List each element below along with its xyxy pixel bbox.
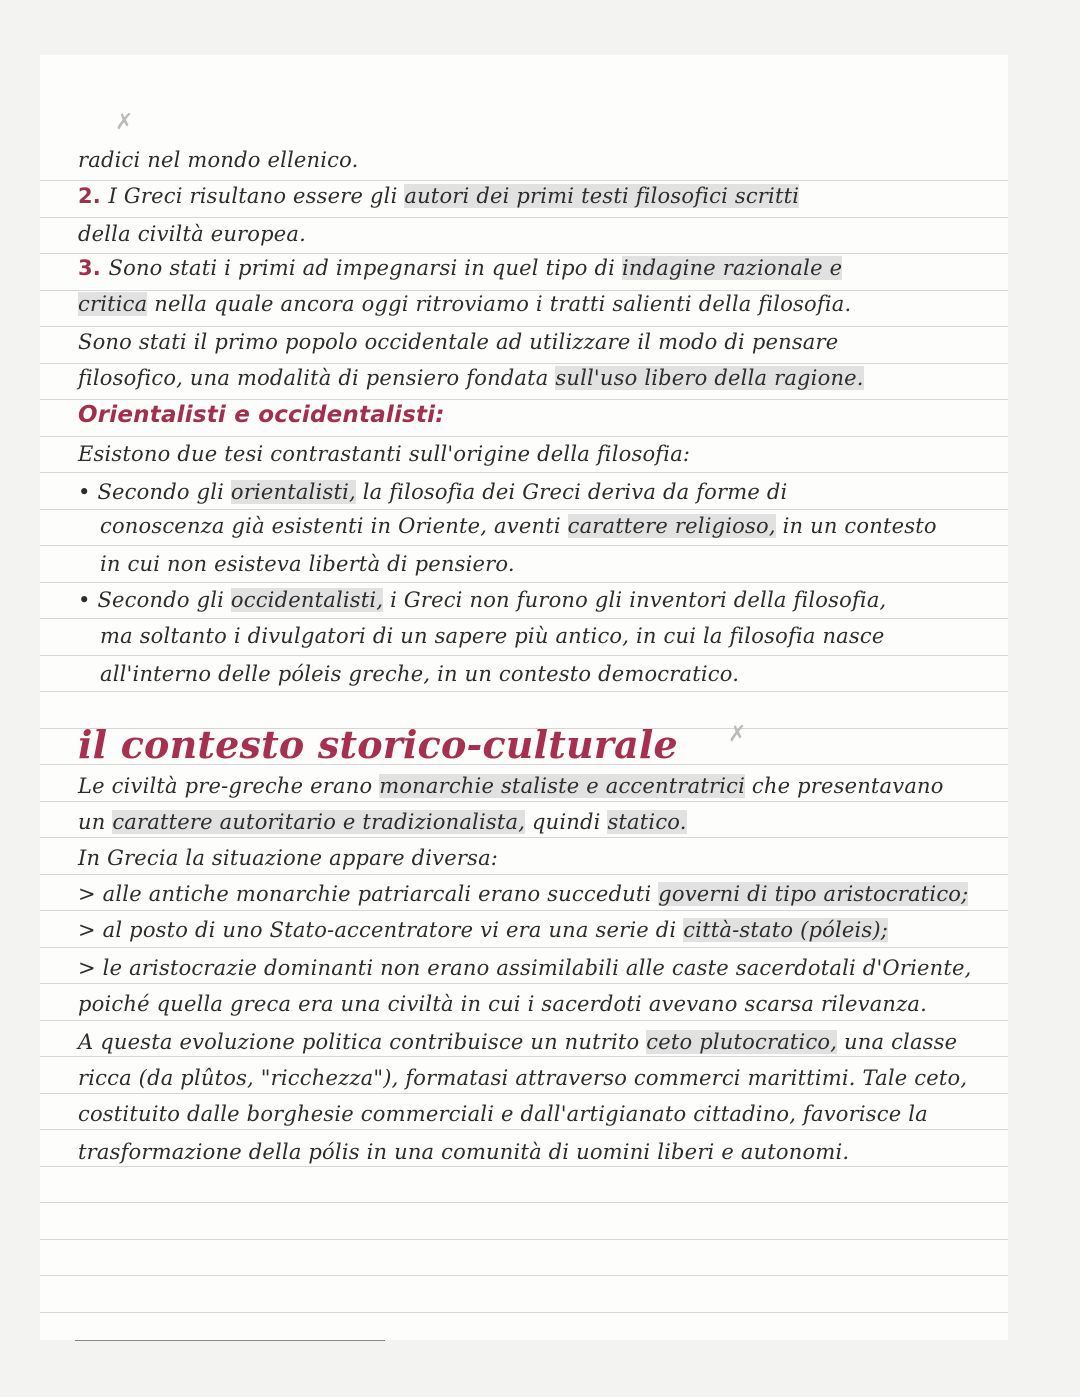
- highlighted-text: indagine razionale e: [621, 256, 843, 280]
- ruled-line: [40, 326, 1008, 327]
- text-line: [100, 662, 739, 686]
- text-line: [78, 588, 886, 612]
- ruled-line: [40, 436, 1008, 437]
- text-segment: A questa evoluzione politica contribuisce un nutrito: [78, 1030, 647, 1054]
- text-segment: > al posto di uno Stato-accentratore vi era una serie di: [78, 918, 684, 942]
- ruled-line: [40, 1312, 1008, 1313]
- text-line: [78, 442, 690, 466]
- highlighted-text: ceto plutocratico,: [646, 1030, 838, 1054]
- text-segment: I Greci risultano essere gli: [108, 184, 405, 208]
- ruled-line: [40, 1166, 1008, 1167]
- text-segment: Le civiltà pre-greche erano: [78, 774, 380, 798]
- ruled-line: [40, 1093, 1008, 1094]
- text-line: [100, 552, 515, 576]
- text-segment: filosofico, una modalità di pensiero fondata: [78, 366, 556, 390]
- text-segment: della civiltà europea.: [78, 222, 307, 246]
- text-line: [78, 1140, 849, 1164]
- ruled-line: [40, 910, 1008, 911]
- text-line: [78, 184, 799, 208]
- text-segment: ricca (da plûtos, "ricchezza"), formatasi attraverso commerci marittimi. Tale ceto,: [78, 1066, 968, 1090]
- ruled-line: [40, 1202, 1008, 1203]
- highlighted-text: statico.: [607, 810, 687, 834]
- ruled-line: [40, 1056, 1008, 1057]
- text-line: [100, 624, 884, 648]
- text-segment: > le aristocrazie dominanti non erano assimilabili alle caste sacerdotali d'Oriente,: [78, 956, 972, 980]
- text-line: [78, 918, 888, 942]
- cross-mark: ✗: [728, 722, 747, 747]
- ruled-line: [40, 472, 1008, 473]
- text-segment: Orientalisti e occidentalisti:: [78, 402, 445, 428]
- text-line: [78, 774, 944, 798]
- text-segment: la filosofia dei Greci deriva da forme di: [355, 480, 788, 504]
- text-line: [78, 256, 842, 280]
- text-segment: il contesto storico-culturale: [78, 722, 678, 767]
- ruled-line: [40, 217, 1008, 218]
- highlighted-text: critica: [78, 292, 148, 316]
- text-segment: • Secondo gli: [78, 480, 231, 504]
- text-segment: In Grecia la situazione appare diversa:: [78, 846, 499, 870]
- text-segment: ma soltanto i divulgatori di un sapere più antico, in cui la filosofia nasce: [100, 624, 885, 648]
- highlighted-text: autori dei primi testi filosofici scritti: [404, 184, 800, 208]
- text-segment: i Greci non furono gli inventori della filosofia,: [383, 588, 887, 612]
- ruled-line: [40, 399, 1008, 400]
- ruled-line: [40, 1020, 1008, 1021]
- ruled-line: [40, 253, 1008, 254]
- ruled-line: [40, 582, 1008, 583]
- text-line: [78, 480, 787, 504]
- text-line: [78, 1030, 957, 1054]
- ruled-line: [40, 618, 1008, 619]
- ruled-line: [40, 363, 1008, 364]
- text-line: [78, 810, 687, 834]
- ruled-line: [40, 691, 1008, 692]
- ruled-line: [40, 801, 1008, 802]
- text-line: [78, 1066, 967, 1090]
- text-segment: che presentavano: [745, 774, 944, 798]
- highlighted-text: carattere autoritario e tradizionalista,: [112, 810, 526, 834]
- ruled-line: [40, 290, 1008, 291]
- text-segment: radici nel mondo ellenico.: [78, 148, 359, 172]
- text-segment: nella quale ancora oggi ritroviamo i tratti salienti della filosofia.: [147, 292, 852, 316]
- text-line: [78, 1102, 928, 1126]
- ruled-line: [40, 837, 1008, 838]
- text-segment: > alle antiche monarchie patriarcali erano succeduti: [78, 882, 659, 906]
- highlighted-text: orientalisti,: [230, 480, 356, 504]
- ruled-line: [40, 509, 1008, 510]
- ruled-line: [40, 1129, 1008, 1130]
- text-line: [78, 882, 968, 906]
- text-segment: poiché quella greca era una civiltà in cui i sacerdoti avevano scarsa rilevanza.: [78, 992, 927, 1016]
- text-segment: una classe: [837, 1030, 958, 1054]
- subheading: [78, 402, 445, 428]
- cross-mark: ✗: [115, 110, 134, 135]
- bottom-rule: [75, 1340, 385, 1341]
- highlighted-text: carattere religioso,: [567, 514, 776, 538]
- text-segment: un: [78, 810, 113, 834]
- text-segment: trasformazione della pólis in una comunità di uomini liberi e autonomi.: [78, 1140, 850, 1164]
- text-line: [78, 846, 498, 870]
- ruled-line: [40, 180, 1008, 181]
- list-number: 3.: [78, 256, 109, 280]
- highlighted-text: monarchie staliste e accentratrici: [379, 774, 746, 798]
- list-number: 2.: [78, 184, 109, 208]
- text-line: [78, 148, 359, 172]
- text-line: [78, 366, 864, 390]
- text-segment: in cui non esisteva libertà di pensiero.: [100, 552, 515, 576]
- ruled-line: [40, 947, 1008, 948]
- text-segment: • Secondo gli: [78, 588, 231, 612]
- ruled-line: [40, 545, 1008, 546]
- ruled-line: [40, 1275, 1008, 1276]
- text-segment: Sono stati i primi ad impegnarsi in quel tipo di: [108, 256, 622, 280]
- text-segment: in un contesto: [775, 514, 937, 538]
- ruled-line: [40, 655, 1008, 656]
- section-heading: [78, 722, 678, 767]
- text-segment: conoscenza già esistenti in Oriente, aventi: [100, 514, 568, 538]
- ruled-line: [40, 983, 1008, 984]
- text-line: [78, 292, 851, 316]
- text-line: [78, 956, 971, 980]
- highlighted-text: città-stato (póleis);: [683, 918, 889, 942]
- text-line: [78, 992, 927, 1016]
- text-segment: costituito dalle borghesie commerciali e dall'artigianato cittadino, favorisce la: [78, 1102, 928, 1126]
- highlighted-text: governi di tipo aristocratico;: [658, 882, 969, 906]
- text-segment: Esistono due tesi contrastanti sull'origine della filosofia:: [78, 442, 691, 466]
- ruled-line: [40, 1239, 1008, 1240]
- text-segment: quindi: [525, 810, 608, 834]
- text-segment: all'interno delle póleis greche, in un contesto democratico.: [100, 662, 740, 686]
- highlighted-text: occidentalisti,: [230, 588, 384, 612]
- text-segment: Sono stati il primo popolo occidentale ad utilizzare il modo di pensare: [78, 330, 839, 354]
- ruled-line: [40, 874, 1008, 875]
- text-line: [100, 514, 937, 538]
- text-line: [78, 330, 838, 354]
- highlighted-text: sull'uso libero della ragione.: [555, 366, 864, 390]
- text-line: [78, 222, 306, 246]
